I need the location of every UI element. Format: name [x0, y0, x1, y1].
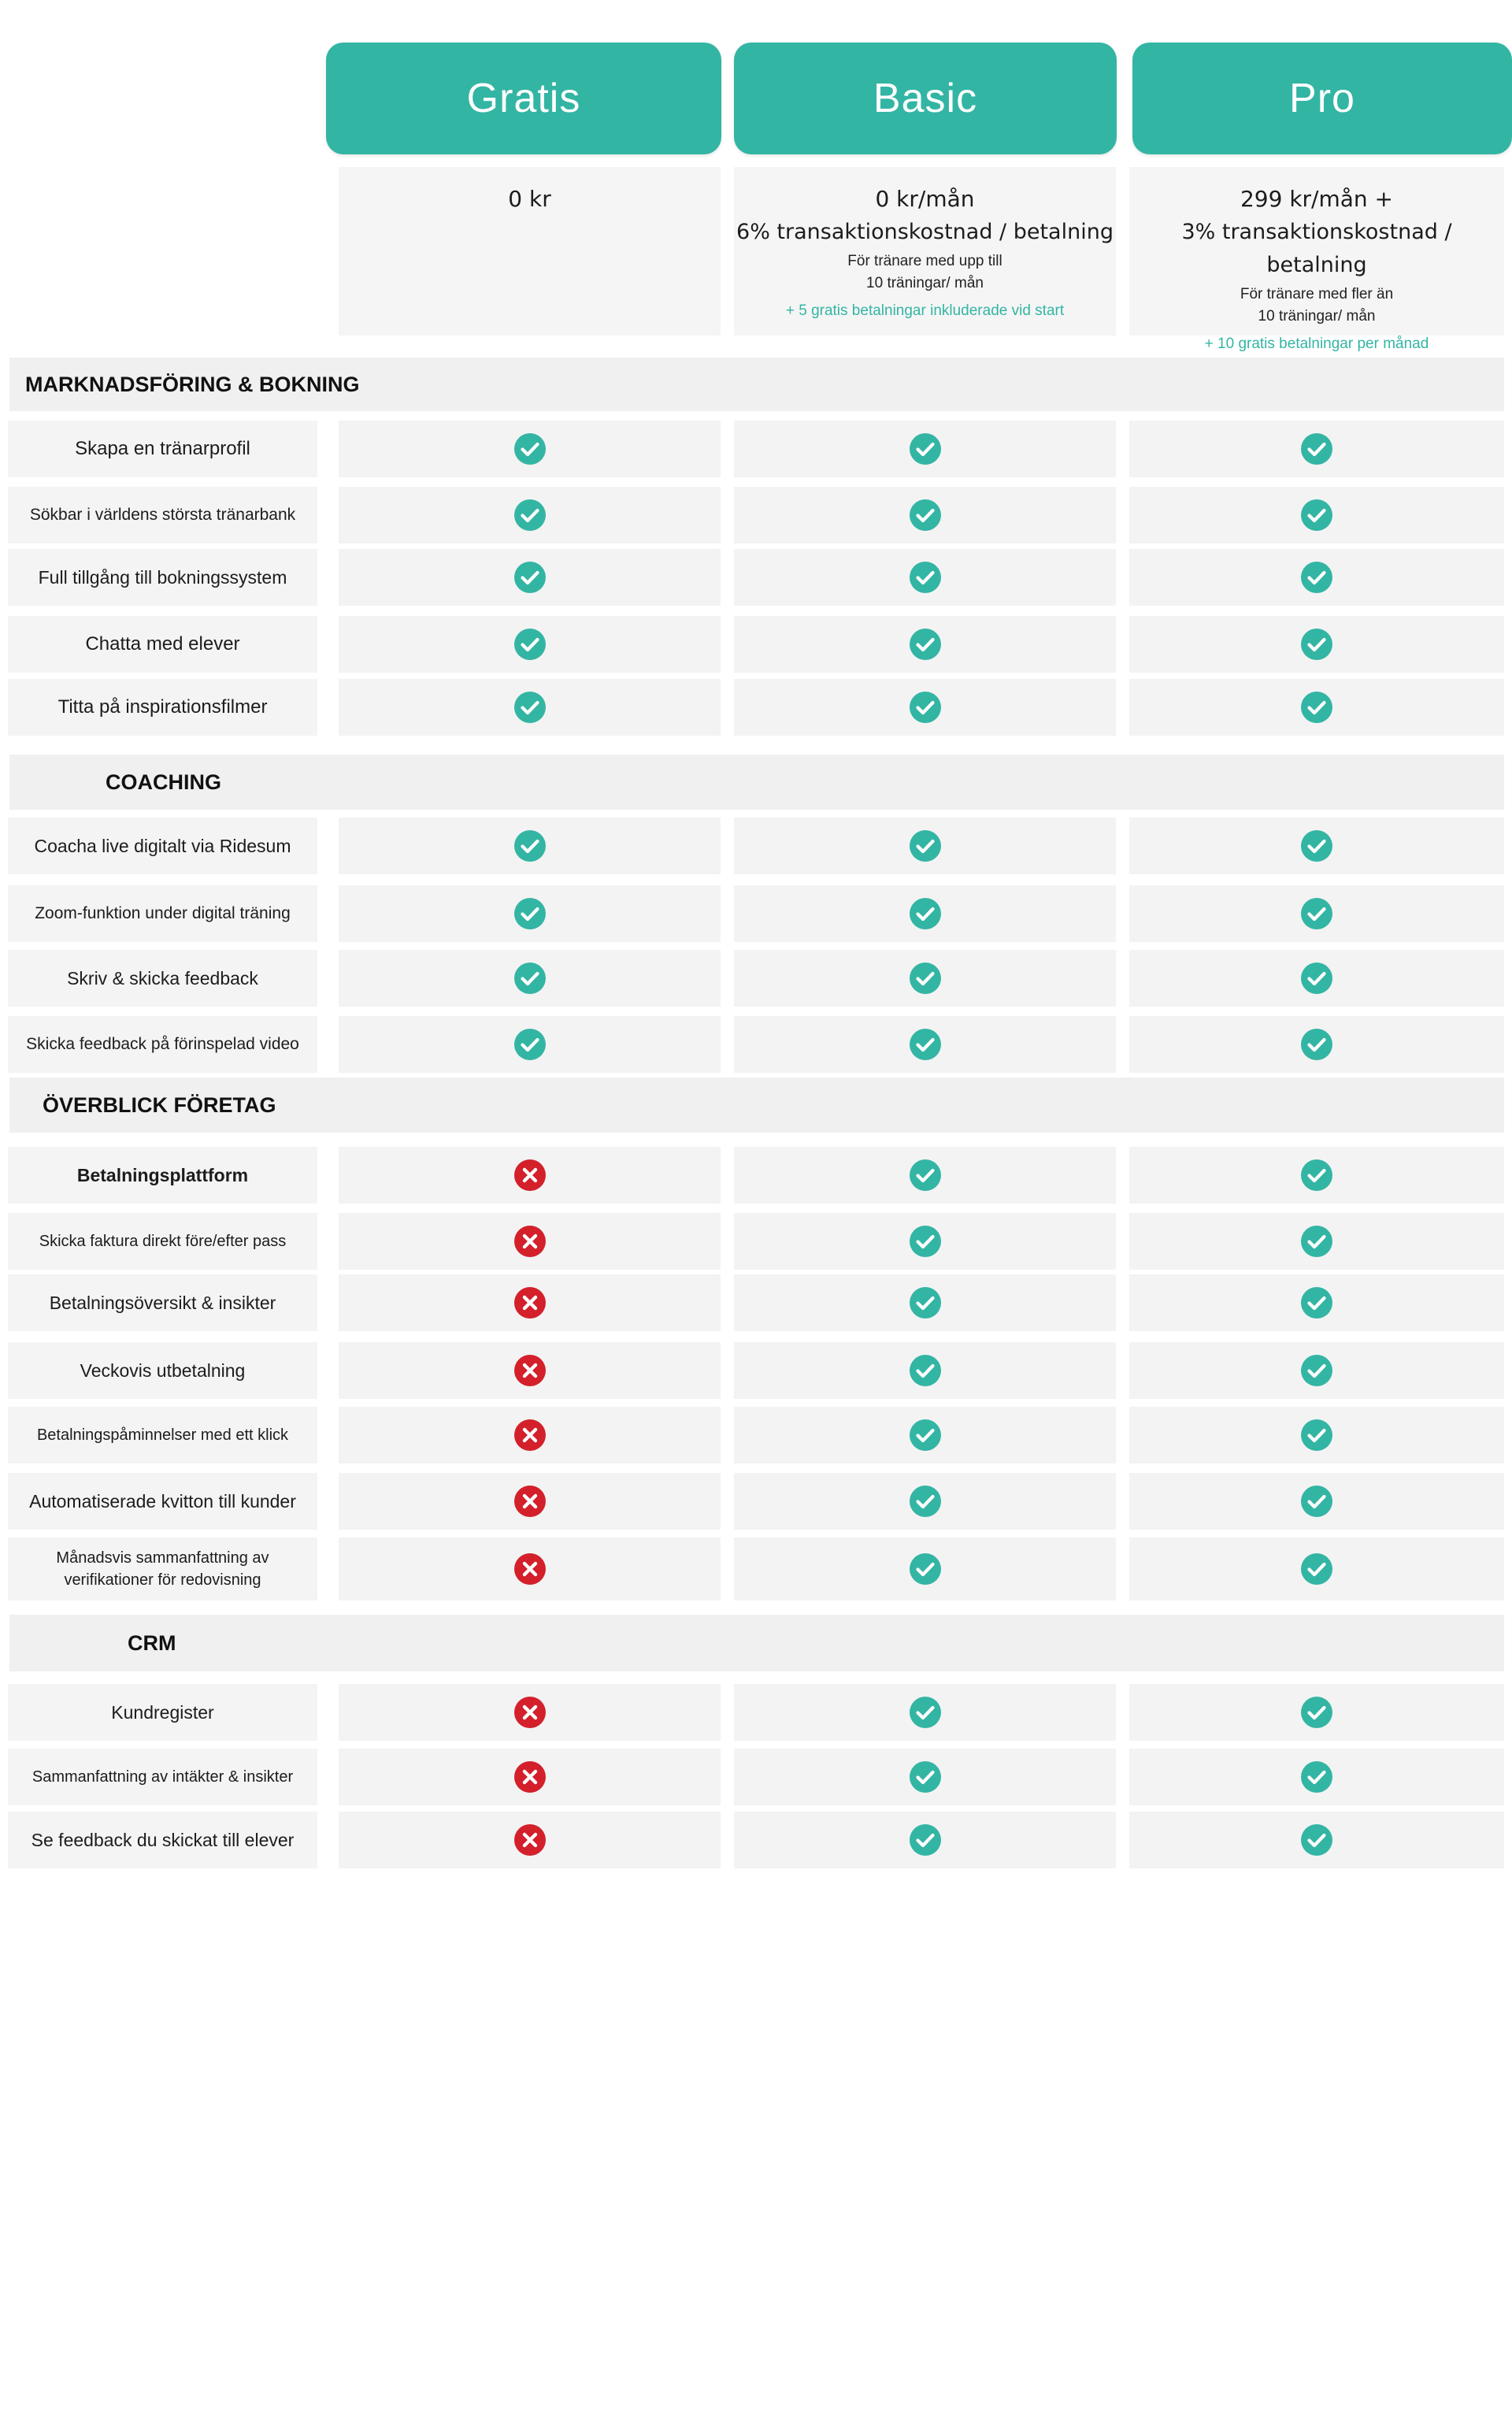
- section-title: CRM: [128, 1630, 176, 1655]
- feature-cell-pro: [1129, 679, 1504, 736]
- check-icon: [1300, 897, 1333, 930]
- feature-cell-basic: [734, 1749, 1116, 1805]
- feature-cell-pro: [1129, 549, 1504, 606]
- cross-icon: [513, 1286, 547, 1319]
- check-icon: [909, 1419, 942, 1452]
- check-icon: [1300, 1159, 1333, 1192]
- cross-icon: [513, 1552, 547, 1586]
- plan-price-line: 6% transaktionskostnad / betalning: [736, 220, 1114, 244]
- check-icon: [909, 829, 942, 862]
- section-header: [9, 755, 1504, 810]
- check-icon: [909, 1485, 942, 1518]
- feature-cell-basic: [734, 679, 1116, 736]
- feature-label-text: Titta på inspirationsfilmer: [57, 696, 268, 718]
- check-icon: [513, 432, 547, 466]
- feature-cell-pro: [1129, 1342, 1504, 1399]
- feature-label: [8, 1749, 317, 1805]
- feature-cell-pro: [1129, 818, 1504, 874]
- check-icon: [909, 1286, 942, 1319]
- feature-cell-basic: [734, 421, 1116, 477]
- check-icon: [513, 962, 547, 995]
- feature-cell-gratis: [339, 1538, 721, 1601]
- feature-cell-pro: [1129, 950, 1504, 1007]
- feature-cell-pro: [1129, 1274, 1504, 1331]
- plan-note: För tränare med fler än 10 träningar/ mån: [1240, 286, 1394, 325]
- check-icon: [1300, 962, 1333, 995]
- feature-cell-gratis: [339, 616, 721, 673]
- feature-label-text: Kundregister: [111, 1702, 214, 1723]
- feature-label-text: Betalningsöversikt & insikter: [49, 1293, 276, 1313]
- feature-label: [8, 1407, 317, 1463]
- feature-cell-pro: [1129, 1538, 1504, 1601]
- plan-bonus: + 5 gratis betalningar inkluderade vid start: [785, 302, 1065, 319]
- check-icon: [909, 561, 942, 594]
- plan-price-box-1: [734, 167, 1116, 336]
- feature-label-text: Betalningsplattform: [76, 1165, 249, 1185]
- plan-bonus: + 10 gratis betalningar per månad: [1204, 336, 1429, 352]
- feature-cell-pro: [1129, 1016, 1504, 1073]
- check-icon: [1300, 432, 1333, 466]
- feature-label-text: Betalningspåminnelser med ett klick: [36, 1426, 289, 1444]
- feature-label: [8, 1812, 317, 1868]
- feature-label-text: Veckovis utbetalning: [80, 1360, 246, 1381]
- section-title: ÖVERBLICK FÖRETAG: [43, 1092, 276, 1117]
- feature-label-text: Full tillgång till bokningssystem: [38, 567, 287, 588]
- feature-label: [8, 1213, 317, 1270]
- feature-cell-gratis: [339, 1213, 721, 1270]
- feature-cell-basic: [734, 1342, 1116, 1399]
- section-header: [9, 358, 1504, 411]
- feature-cell-pro: [1129, 1684, 1504, 1741]
- feature-label-text: Skapa en tränarprofil: [75, 438, 250, 459]
- cross-icon: [513, 1354, 547, 1387]
- cross-icon: [513, 1159, 547, 1192]
- feature-label: [8, 950, 317, 1007]
- feature-label: [8, 1538, 317, 1601]
- feature-label: [8, 885, 317, 942]
- feature-cell-gratis: [339, 1274, 721, 1331]
- check-icon: [909, 1225, 942, 1258]
- check-icon: [513, 499, 547, 532]
- feature-label-text: Skicka feedback på förinspelad video: [26, 1035, 299, 1053]
- check-icon: [909, 962, 942, 995]
- feature-cell-basic: [734, 1473, 1116, 1530]
- check-icon: [909, 1028, 942, 1061]
- check-icon: [909, 691, 942, 724]
- feature-label-text: Månadsvis sammanfattning av verifikationer för redovisning: [56, 1549, 269, 1589]
- feature-cell-basic: [734, 1213, 1116, 1270]
- check-icon: [513, 561, 547, 594]
- feature-cell-gratis: [339, 950, 721, 1007]
- feature-cell-basic: [734, 1147, 1116, 1204]
- check-icon: [909, 1823, 942, 1857]
- feature-cell-pro: [1129, 1812, 1504, 1868]
- check-icon: [909, 897, 942, 930]
- feature-label: [8, 1684, 317, 1741]
- feature-cell-gratis: [339, 679, 721, 736]
- feature-cell-basic: [734, 1016, 1116, 1073]
- section-header: [9, 1615, 1504, 1671]
- feature-label: [8, 679, 317, 736]
- feature-label-text: Skriv & skicka feedback: [67, 968, 258, 989]
- feature-label-text: Automatiserade kvitton till kunder: [29, 1491, 296, 1512]
- feature-cell-pro: [1129, 1213, 1504, 1270]
- plan-price-line: 3% transaktionskostnad / betalning: [1181, 220, 1452, 277]
- cross-icon: [513, 1225, 547, 1258]
- check-icon: [1300, 1552, 1333, 1586]
- feature-cell-gratis: [339, 1473, 721, 1530]
- feature-label: [8, 1147, 317, 1204]
- check-icon: [909, 1696, 942, 1729]
- cross-icon: [513, 1760, 547, 1794]
- section-title: COACHING: [106, 770, 221, 794]
- feature-cell-gratis: [339, 1342, 721, 1399]
- feature-label: [8, 1016, 317, 1073]
- feature-label: [8, 1274, 317, 1331]
- cross-icon: [513, 1696, 547, 1729]
- feature-cell-pro: [1129, 885, 1504, 942]
- feature-cell-gratis: [339, 1407, 721, 1463]
- check-icon: [1300, 1696, 1333, 1729]
- check-icon: [909, 432, 942, 466]
- check-icon: [1300, 1419, 1333, 1452]
- feature-label-text: Sammanfattning av intäkter & insikter: [32, 1768, 294, 1786]
- check-icon: [1300, 1823, 1333, 1857]
- check-icon: [1300, 628, 1333, 661]
- feature-label-text: Skicka faktura direkt före/efter pass: [39, 1233, 287, 1250]
- feature-cell-pro: [1129, 1749, 1504, 1805]
- feature-cell-basic: [734, 818, 1116, 874]
- feature-cell-pro: [1129, 1473, 1504, 1530]
- feature-cell-gratis: [339, 1749, 721, 1805]
- feature-label: [8, 1342, 317, 1399]
- plan-price-box-2: [1129, 167, 1504, 352]
- feature-cell-gratis: [339, 885, 721, 942]
- plan-name: Pro: [1289, 76, 1355, 121]
- feature-cell-basic: [734, 1684, 1116, 1741]
- section-header: [9, 1078, 1504, 1133]
- plan-price-line: 0 kr: [508, 186, 551, 212]
- check-icon: [513, 897, 547, 930]
- feature-cell-basic: [734, 1274, 1116, 1331]
- feature-label: [8, 818, 317, 874]
- feature-cell-gratis: [339, 487, 721, 543]
- check-icon: [1300, 1028, 1333, 1061]
- check-icon: [1300, 691, 1333, 724]
- feature-label-text: Chatta med elever: [85, 633, 240, 655]
- feature-label-text: Se feedback du skickat till elever: [31, 1830, 295, 1850]
- feature-cell-basic: [734, 549, 1116, 606]
- plan-note: För tränare med upp till 10 träningar/ mån: [847, 253, 1002, 291]
- feature-cell-gratis: [339, 818, 721, 874]
- check-icon: [1300, 1354, 1333, 1387]
- plan-tab-0: [326, 43, 721, 154]
- plan-tab-1: [734, 43, 1117, 154]
- feature-cell-basic: [734, 1407, 1116, 1463]
- check-icon: [1300, 1485, 1333, 1518]
- feature-cell-gratis: [339, 549, 721, 606]
- feature-label: [8, 1473, 317, 1530]
- feature-cell-basic: [734, 950, 1116, 1007]
- feature-cell-basic: [734, 1538, 1116, 1601]
- feature-cell-pro: [1129, 1407, 1504, 1463]
- feature-cell-pro: [1129, 487, 1504, 543]
- feature-label: [8, 421, 317, 477]
- check-icon: [1300, 561, 1333, 594]
- check-icon: [513, 1028, 547, 1061]
- check-icon: [909, 1552, 942, 1586]
- feature-cell-pro: [1129, 1147, 1504, 1204]
- cross-icon: [513, 1485, 547, 1518]
- check-icon: [909, 1354, 942, 1387]
- feature-label: [8, 616, 317, 673]
- check-icon: [513, 829, 547, 862]
- feature-cell-basic: [734, 487, 1116, 543]
- check-icon: [1300, 1225, 1333, 1258]
- feature-cell-pro: [1129, 421, 1504, 477]
- section-title: MARKNADSFÖRING & BOKNING: [25, 372, 360, 396]
- feature-cell-gratis: [339, 1684, 721, 1741]
- check-icon: [1300, 1286, 1333, 1319]
- feature-cell-gratis: [339, 1016, 721, 1073]
- plan-price-box-0: [339, 167, 721, 336]
- feature-cell-basic: [734, 1812, 1116, 1868]
- check-icon: [909, 1159, 942, 1192]
- feature-cell-gratis: [339, 1812, 721, 1868]
- check-icon: [1300, 1760, 1333, 1794]
- check-icon: [909, 499, 942, 532]
- plan-name: Basic: [873, 76, 978, 121]
- feature-cell-basic: [734, 616, 1116, 673]
- check-icon: [909, 628, 942, 661]
- feature-cell-gratis: [339, 1147, 721, 1204]
- feature-label-text: Coacha live digitalt via Ridesum: [34, 836, 291, 856]
- feature-label-text: Zoom-funktion under digital träning: [35, 904, 291, 922]
- feature-cell-gratis: [339, 421, 721, 477]
- feature-cell-basic: [734, 885, 1116, 942]
- check-icon: [909, 1760, 942, 1794]
- check-icon: [513, 628, 547, 661]
- plan-tab-2: [1132, 43, 1512, 154]
- cross-icon: [513, 1419, 547, 1452]
- feature-label: [8, 487, 317, 543]
- feature-label-text: Sökbar i världens största tränarbank: [29, 506, 296, 524]
- cross-icon: [513, 1823, 547, 1857]
- plan-price-line: 299 kr/mån +: [1240, 186, 1394, 212]
- plan-name: Gratis: [466, 76, 581, 121]
- check-icon: [1300, 499, 1333, 532]
- check-icon: [513, 691, 547, 724]
- feature-label: [8, 549, 317, 606]
- plan-price-line: 0 kr/mån: [875, 186, 975, 212]
- check-icon: [1300, 829, 1333, 862]
- feature-cell-pro: [1129, 616, 1504, 673]
